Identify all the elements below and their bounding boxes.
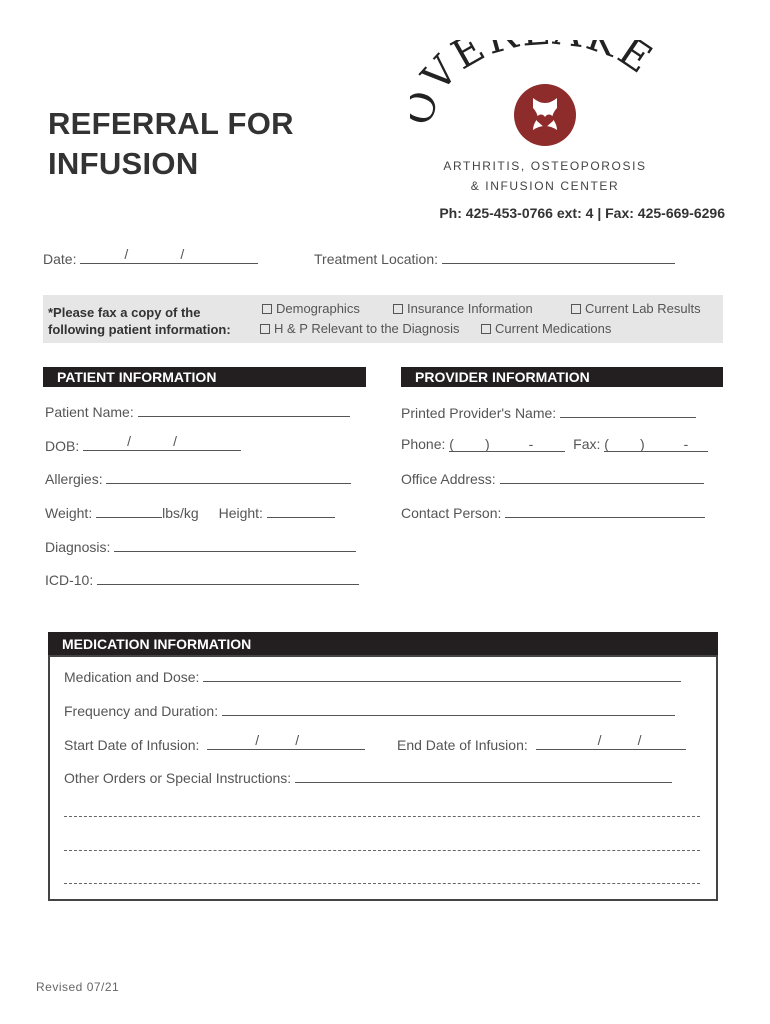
contact-info: Ph: 425-453-0766 ext: 4 | Fax: 425-669-6296 — [439, 205, 725, 221]
checkbox-h-and-p[interactable]: H & P Relevant to the Diagnosis — [260, 321, 459, 336]
treatment-location-input[interactable] — [442, 248, 675, 264]
checkbox-icon — [571, 304, 581, 314]
diagnosis-input[interactable] — [114, 536, 356, 552]
checkbox-insurance[interactable]: Insurance Information — [393, 301, 533, 316]
weight-height-field[interactable]: Weight: lbs/kg Height: — [45, 502, 335, 521]
logo-wordmark: VE KE — [413, 40, 663, 101]
logo-graphic — [410, 40, 680, 160]
contact-person-input[interactable] — [505, 502, 705, 518]
dob-field[interactable]: DOB: / / — [45, 435, 241, 454]
instructions-line-3[interactable] — [64, 883, 700, 884]
checkbox-icon — [393, 304, 403, 314]
office-address-input[interactable] — [500, 468, 704, 484]
phone-input[interactable]: ( ) - — [449, 436, 565, 452]
logo-subtitle-1: ARTHRITIS, OSTEOPOROSIS — [443, 159, 647, 173]
dob-input[interactable]: / / — [83, 435, 241, 451]
medication-dose-field[interactable]: Medication and Dose: — [64, 666, 681, 685]
instructions-line-1[interactable] — [64, 816, 700, 817]
office-address-field[interactable]: Office Address: — [401, 468, 704, 487]
checkbox-demographics[interactable]: Demographics — [262, 301, 360, 316]
provider-name-input[interactable] — [560, 402, 696, 418]
patient-info-header: PATIENT INFORMATION — [43, 367, 366, 387]
date-input[interactable]: / / — [80, 248, 258, 264]
allergies-input[interactable] — [106, 468, 351, 484]
fax-request-box — [43, 295, 723, 343]
contact-person-field[interactable]: Contact Person: — [401, 502, 705, 521]
phone-fax-field[interactable]: Phone: ( ) - Fax: ( ) - — [401, 436, 708, 452]
height-input[interactable] — [267, 502, 335, 518]
other-orders-field[interactable]: Other Orders or Special Instructions: — [64, 767, 672, 786]
start-date-field[interactable]: Start Date of Infusion: / / — [64, 734, 365, 753]
provider-info-header: PROVIDER INFORMATION — [401, 367, 723, 387]
allergies-field[interactable]: Allergies: — [45, 468, 351, 487]
frequency-input[interactable] — [222, 700, 675, 716]
revision-footer: Revised 07/21 — [36, 980, 120, 994]
patient-name-input[interactable] — [138, 401, 350, 417]
end-date-field[interactable]: End Date of Infusion: / / — [397, 734, 686, 753]
other-orders-input[interactable] — [295, 767, 672, 783]
medication-dose-input[interactable] — [203, 666, 681, 682]
treatment-location-field[interactable]: Treatment Location: — [314, 248, 675, 267]
end-date-input[interactable]: / / — [536, 734, 686, 750]
icd-input[interactable] — [97, 569, 359, 585]
fax-input[interactable]: ( ) - — [604, 436, 708, 452]
weight-input[interactable] — [96, 502, 162, 518]
date-field[interactable]: Date: / / — [43, 248, 258, 267]
checkbox-icon — [262, 304, 272, 314]
checkbox-icon — [260, 324, 270, 334]
form-title: REFERRAL FOR INFUSION — [48, 106, 294, 181]
diagnosis-field[interactable]: Diagnosis: — [45, 536, 356, 555]
medication-info-header: MEDICATION INFORMATION — [48, 632, 718, 656]
logo — [410, 40, 680, 200]
logo-subtitle-2: & INFUSION CENTER — [470, 179, 620, 193]
patient-name-field[interactable]: Patient Name: — [45, 401, 350, 420]
checkbox-medications[interactable]: Current Medications — [481, 321, 611, 336]
frequency-field[interactable]: Frequency and Duration: — [64, 700, 675, 719]
fax-request-note: *Please fax a copy of the following patient information: — [48, 305, 231, 337]
icd-field[interactable]: ICD-10: — [45, 569, 359, 588]
start-date-input[interactable]: / / — [207, 734, 365, 750]
provider-name-field[interactable]: Printed Provider's Name: — [401, 402, 696, 421]
instructions-line-2[interactable] — [64, 850, 700, 851]
checkbox-icon — [481, 324, 491, 334]
checkbox-lab-results[interactable]: Current Lab Results — [571, 301, 701, 316]
